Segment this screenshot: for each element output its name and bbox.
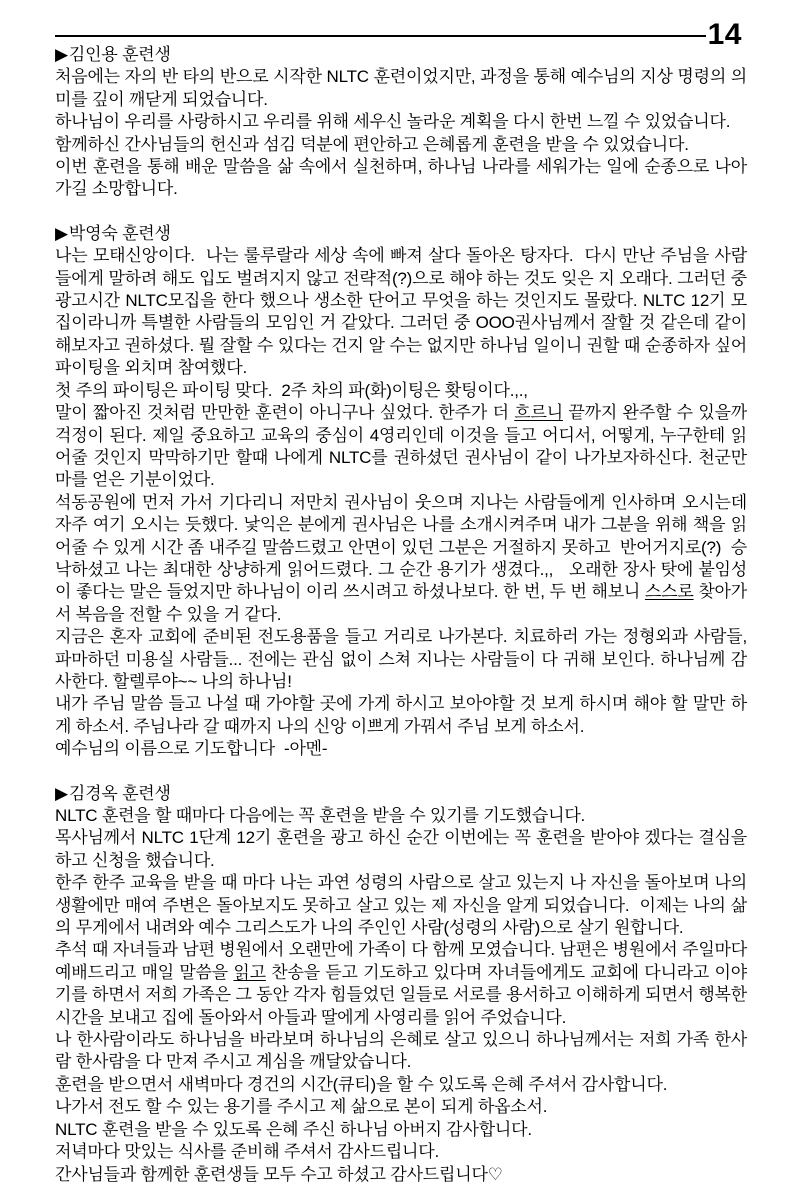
header-rule-divider xyxy=(55,35,706,37)
section-header xyxy=(55,223,747,245)
underlined-word: 스스로 xyxy=(644,582,694,602)
testimony-section xyxy=(55,44,747,201)
testimony-paragraph: 내가 주님 말씀 들고 나설 때 가야할 곳에 가게 하시고 보아야할 것 보게 하시며 해야 할 말만 하게 하소서. 주님나라 갈 때까지 나의 신앙 이쁘게 가꿔서 주님 보게 하소서. xyxy=(55,694,747,736)
section-header xyxy=(55,783,747,805)
testimony-paragraph: 추석 때 자녀들과 남편 병원에서 오랜만에 가족이 다 함께 모였습니다. 남편은 병원에서 주일마다 예배드리고 매일 말씀을 읽고 찬송을 듣고 기도하고 있다며 자녀들에게도 교회에 다니라고 이야기를 하면서 저희 가족은 그 동안 각자 힘들었던 일들로 서로를 용서하고 이해하게 되면서 행복한 시간을 보내고 집에 돌아와서 아들과 딸에게 사영리를 읽어 주었습니다. xyxy=(55,940,747,1027)
testimony-section xyxy=(55,223,747,761)
testimony-paragraph: 하나님이 우리를 사랑하시고 우리를 위해 세우신 놀라운 계획을 다시 한번 느낄 수 있었습니다. xyxy=(55,112,731,132)
testimony-paragraph: 나는 모태신앙이다. 나는 룰루랄라 세상 속에 빠져 살다 돌아온 탕자다. 다시 만난 주님을 사람들에게 말하려 해도 입도 벌려지지 않고 전략적(?)으로 해야 하는 것도 잊은 지 오래다. 그러던 중 광고시간 NLTC모집을 한다 했으나 생소한 단어고 무엇을 하는 것인지도 몰랐다. NLTC 12기 모집이라니까 특별한 사람들의 모임인 거 같았다. 그러던 중 OOO권사님께서 잘할 것 같은데 같이 해보자고 권하셨다. 뭘 잘할 수 있다는 건지 알 수는 없지만 하나님 일이니 권할 때 순종하자 싶어 파이팅을 외치며 참여했다. xyxy=(55,246,747,378)
testimony-paragraph: 지금은 혼자 교회에 준비된 전도용품을 들고 거리로 나가본다. 치료하러 가는 정형외과 사람들, 파마하던 미용실 사람들... 전에는 관심 없이 스쳐 지나는 사람들이 다 귀해 보인다. 하나님께 감사한다. 할렐루야~~ 나의 하나님! xyxy=(55,627,747,691)
trainee-name: 박영숙 훈련생 xyxy=(68,223,171,243)
triangle-bullet-icon: ▶ xyxy=(55,223,68,243)
testimony-paragraph: 나가서 전도 할 수 있는 용기를 주시고 제 삶으로 본이 되게 하옵소서. xyxy=(55,1097,548,1117)
testimony-paragraph: 목사님께서 NLTC 1단계 12기 훈련을 광고 하신 순간 이번에는 꼭 훈련을 받아야 겠다는 결심을 하고 신청을 했습니다. xyxy=(55,828,747,870)
testimony-paragraph: 한주 한주 교육을 받을 때 마다 나는 과연 성령의 사람으로 살고 있는지 나 자신을 돌아보며 나의 생활에만 매여 주변은 돌아보지도 못하고 살고 있는 제 자신을 알게 되었습니다. 이제는 나의 삶의 무게에서 내려와 예수 그리스도가 나의 주인인 사람(성령의 사람)으로 살기 원합니다. xyxy=(55,873,747,938)
testimony-paragraph: 훈련을 받으면서 새벽마다 경건의 시간(큐티)을 할 수 있도록 은혜 주셔서 감사합니다. xyxy=(55,1074,668,1094)
trainee-name: 김인용 훈련생 xyxy=(68,45,171,64)
testimony-paragraph: 첫 주의 파이팅은 파이팅 맞다. 2주 차의 파(화)이팅은 홧팅이다.,., xyxy=(55,380,528,400)
underlined-word: 흐르니 xyxy=(514,403,563,423)
triangle-bullet-icon: ▶ xyxy=(55,45,68,64)
testimony-paragraph: 이번 훈련을 통해 배운 말씀을 삶 속에서 실천하며, 하나님 나라를 세워가는 일에 순종으로 나아가길 소망합니다. xyxy=(55,157,747,199)
page-number: 14 xyxy=(707,18,742,51)
testimony-paragraph: 말이 짧아진 것처럼 만만한 훈련이 아니구나 싶었다. 한주가 더 흐르니 끝까지 완주할 수 있을까 걱정이 된다. 제일 중요하고 교육의 중심이 4영리인데 이것을 들고 어디서, 어떻게, 누구한테 읽어줄 것인지 막막하기만 할때 나에게 NLTC를 권하셨던 권사님이 같이 나가보자하신다. 천군만마를 얻은 기분이었다. xyxy=(55,403,748,490)
section-header xyxy=(55,44,747,66)
testimony-paragraph: 간사님들과 함께한 훈련생들 모두 수고 하셨고 감사드립니다♡ xyxy=(55,1164,503,1184)
trainee-name: 김경옥 훈련생 xyxy=(68,783,171,803)
testimony-paragraph: 석동공원에 먼저 가서 기다리니 저만치 권사님이 웃으며 지나는 사람들에게 인사하며 오시는데 자주 여기 오시는 듯했다. 낯익은 분에게 권사님은 나를 소개시켜주며 내가 그분을 위해 책을 읽어줄 수 있게 시간 좀 내주길 말씀드렸고 안면이 있던 그분은 거절하지 못하고 반어거지로(?) 승낙하셨고 나는 최대한 상냥하게 읽어드렸다. 그 순간 용기가 생겼다.,, 오래한 장사 탓에 붙임성이 좋다는 말은 들었지만 하나님이 이리 쓰시려고 하셨나보다. 한 번, 두 번 해보니 스스로 찾아가서 복음을 전할 수 있을 거 같다. xyxy=(55,492,747,624)
testimony-paragraph: 저녁마다 맛있는 식사를 준비해 주셔서 감사드립니다. xyxy=(55,1142,440,1162)
testimony-paragraph: 처음에는 자의 반 타의 반으로 시작한 NLTC 훈련이었지만, 과정을 통해 예수님의 지상 명령의 의미를 깊이 깨닫게 되었습니다. xyxy=(55,67,747,109)
document-body xyxy=(55,44,747,1186)
testimony-paragraph: 함께하신 간사님들의 헌신과 섬김 덕분에 편안하고 은혜롭게 훈련을 받을 수 있었습니다. xyxy=(55,134,689,154)
triangle-bullet-icon: ▶ xyxy=(55,783,68,803)
testimony-paragraph: NLTC 훈련을 할 때마다 다음에는 꼭 훈련을 받을 수 있기를 기도했습니다. xyxy=(55,806,586,825)
testimony-paragraph: 나 한사람이라도 하나님을 바라보며 하나님의 은혜로 살고 있으니 하나님께서는 저희 가족 한사람 한사람을 다 만져 주시고 계심을 깨달았습니다. xyxy=(55,1030,747,1072)
testimony-section xyxy=(55,783,747,1186)
testimony-paragraph: NLTC 훈련을 받을 수 있도록 은혜 주신 하나님 아버지 감사합니다. xyxy=(55,1119,532,1139)
testimony-paragraph: 예수님의 이름으로 기도합니다 -아멘- xyxy=(55,739,328,759)
underlined-word: 읽고 xyxy=(233,962,266,982)
